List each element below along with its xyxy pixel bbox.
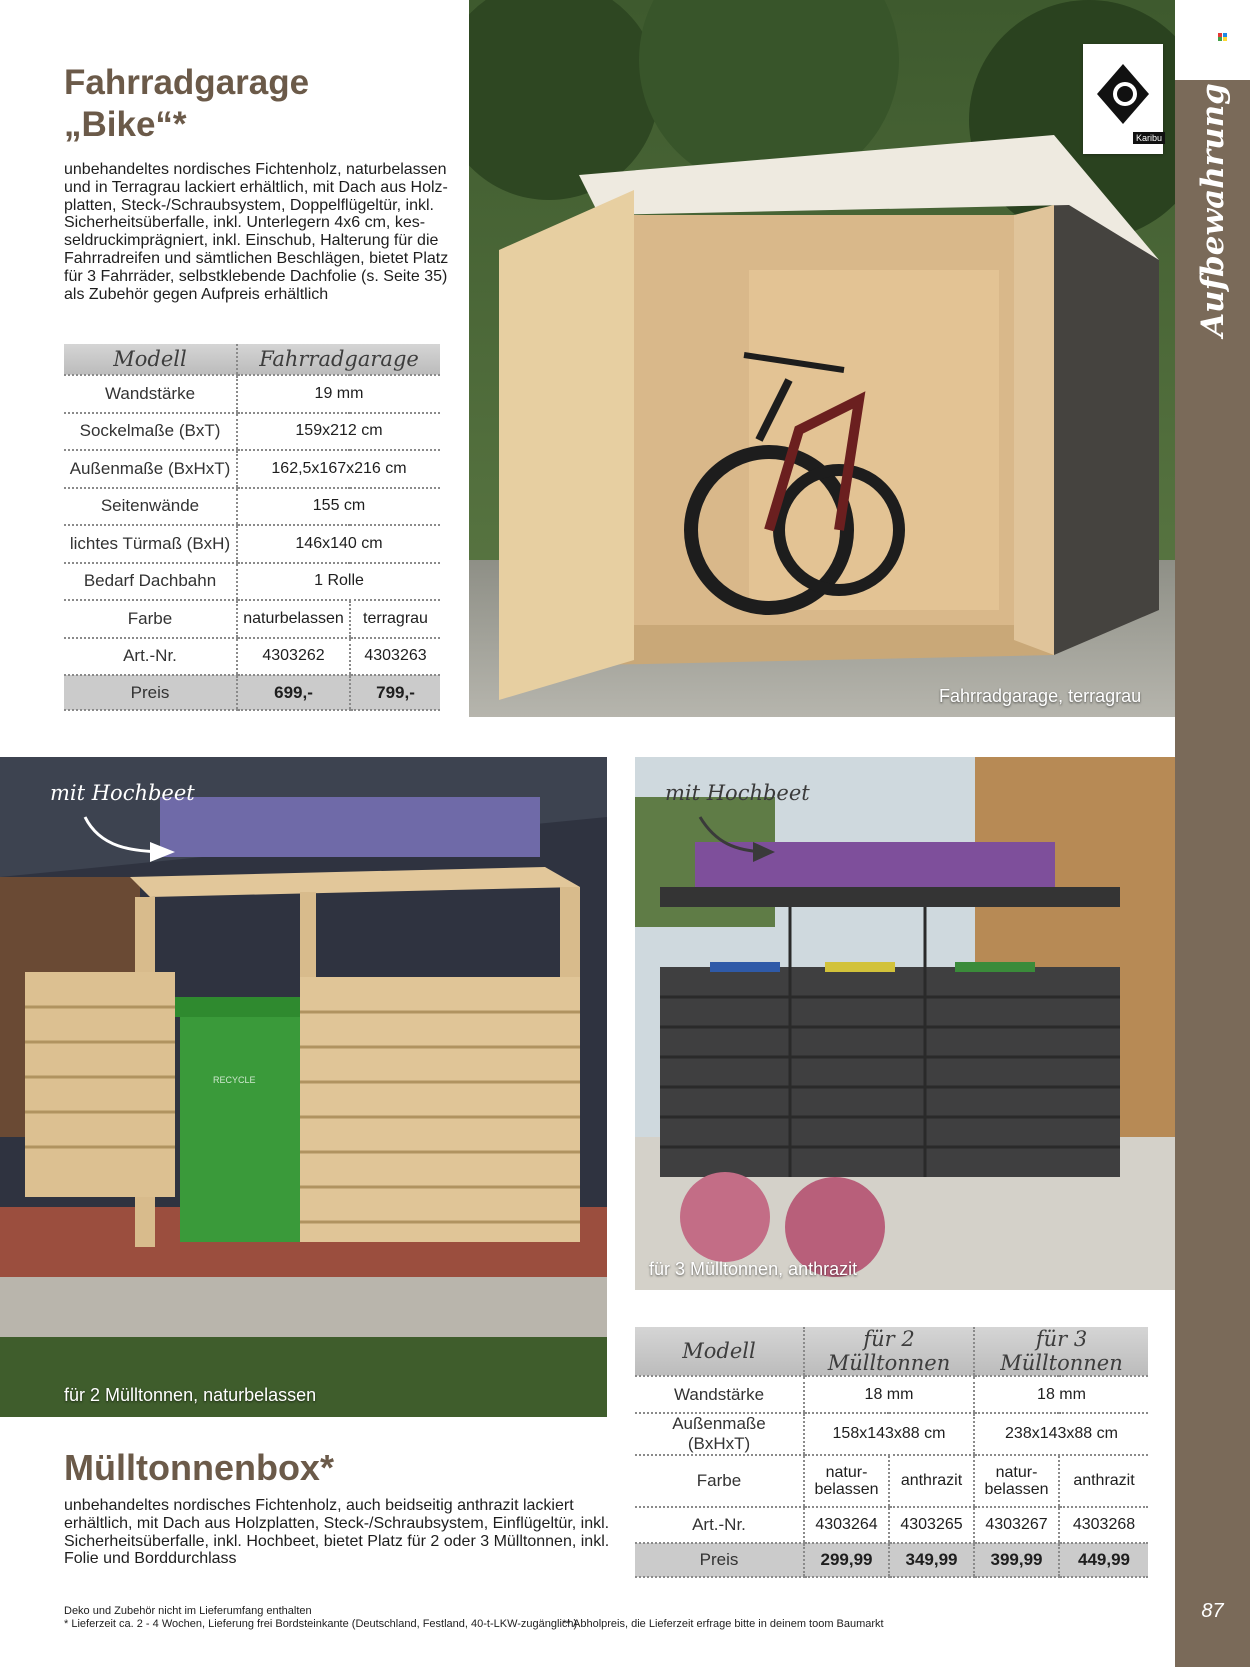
brand-logo (1083, 44, 1163, 154)
bike-garage-illustration (469, 0, 1175, 717)
table-head-model: Modell (635, 1327, 804, 1376)
table-head-model: Modell (64, 344, 237, 375)
table-row: Sockelmaße (BxT) 159x212 cm (64, 413, 440, 451)
bike-spec-table (64, 344, 440, 711)
bin-box-anthracite-illustration (635, 757, 1175, 1290)
table-row-price: Preis 699,- 799,- (64, 675, 440, 710)
table-row: Art.-Nr. 4303264 4303265 4303267 4303268 (635, 1507, 1148, 1543)
table-head-three-bins: für 3 Mülltonnen (974, 1327, 1148, 1376)
bin-natural-caption: für 2 Mülltonnen, naturbelassen (64, 1385, 317, 1405)
table-row: Bedarf Dachbahn 1 Rolle (64, 563, 440, 601)
bike-description: unbehandeltes nordisches Fichtenholz, naturbelassen und in Terragrau lackiert erhältlich, mit Dach aus Holzplatten, Steck-/Schraubsystem, Doppelflügeltür, inkl. Sicherheitsüberfalle, inkl. Unterlegern 4x6 cm, kesseldruckimprägniert, inkl. Einschub, Halterung für die Fahrradreifen und sämtlichen Beschlägen, bietet Platz für 3 Fahrräder, selbstklebende Dachfolie (s. Seite 35) als Zubehör gegen Aufpreis erhältlich (64, 161, 449, 303)
page-number: 87 (1201, 1600, 1224, 1622)
color-dots-icon (1218, 33, 1232, 41)
bin-box-title: Mülltonnenbox* (64, 1447, 334, 1488)
table-row: Farbe natur- belassen anthrazit natur- belassen anthrazit (635, 1455, 1148, 1507)
section-label: Aufbewahrung (1194, 83, 1231, 337)
footnote-delivery: * Lieferzeit ca. 2 - 4 Wochen, Lieferung frei Bordsteinkante (Deutschland, Festland, 40-t-LKW-zugänglich) ** Abholpreis, die Lieferzeit erfrage bitte in deinem toom Baumarkt (64, 1618, 884, 1630)
bike-garage-photo (469, 0, 1175, 717)
bike-photo-caption: Fahrradgarage, terragrau (939, 686, 1142, 706)
table-row: Wandstärke 18 mm 18 mm (635, 1376, 1148, 1413)
table-row: Art.-Nr. 4303262 4303263 (64, 638, 440, 676)
bin-box-natural-illustration (0, 757, 607, 1417)
table-row: Außenmaße (BxHxT) 158x143x88 cm 238x143x88 cm (635, 1413, 1148, 1455)
footnote-deko: Deko und Zubehör nicht im Lieferumfang enthalten (64, 1605, 312, 1617)
bin-anthracite-caption: für 3 Mülltonnen, anthrazit (649, 1259, 858, 1279)
bin-recycle-label: RECYCLE (213, 1075, 256, 1085)
table-row: Wandstärke 19 mm (64, 375, 440, 413)
table-head-product: Fahrradgarage (237, 344, 440, 375)
bin-box-description: unbehandeltes nordisches Fichtenholz, auch beidseitig anthrazit lackiert erhältlich, mit Dach aus Holzplatten, Steck-/Schraubsystem, Einflügeltür, inkl. Sicherheitsüberfalle, inkl. Hochbeet, bietet Platz für 2 oder 3 Mülltonnen, inkl. Folie und Borddurchlass (64, 1497, 610, 1568)
raised-bed-note-right: mit Hochbeet (665, 781, 810, 805)
bin-box-natural-photo (0, 757, 607, 1417)
table-head-two-bins: für 2 Mülltonnen (804, 1327, 974, 1376)
sidebar-top-white (1175, 0, 1250, 80)
table-row: Farbe naturbelassen terragrau (64, 600, 440, 638)
table-row: lichtes Türmaß (BxH) 146x140 cm (64, 525, 440, 563)
table-row: Seitenwände 155 cm (64, 488, 440, 526)
dot-yellow (1223, 37, 1227, 41)
logo-text: Karibu (1133, 132, 1165, 144)
bin-box-anthracite-photo (635, 757, 1175, 1290)
bike-title: Fahrradgarage „Bike“* (64, 63, 310, 144)
dot-green (1218, 37, 1222, 41)
raised-bed-note-left: mit Hochbeet (50, 781, 195, 805)
table-row-price: Preis 299,99 349,99 399,99 449,99 (635, 1543, 1148, 1577)
table-row: Außenmaße (BxHxT) 162,5x167x216 cm (64, 450, 440, 488)
bin-spec-table (635, 1327, 1148, 1578)
